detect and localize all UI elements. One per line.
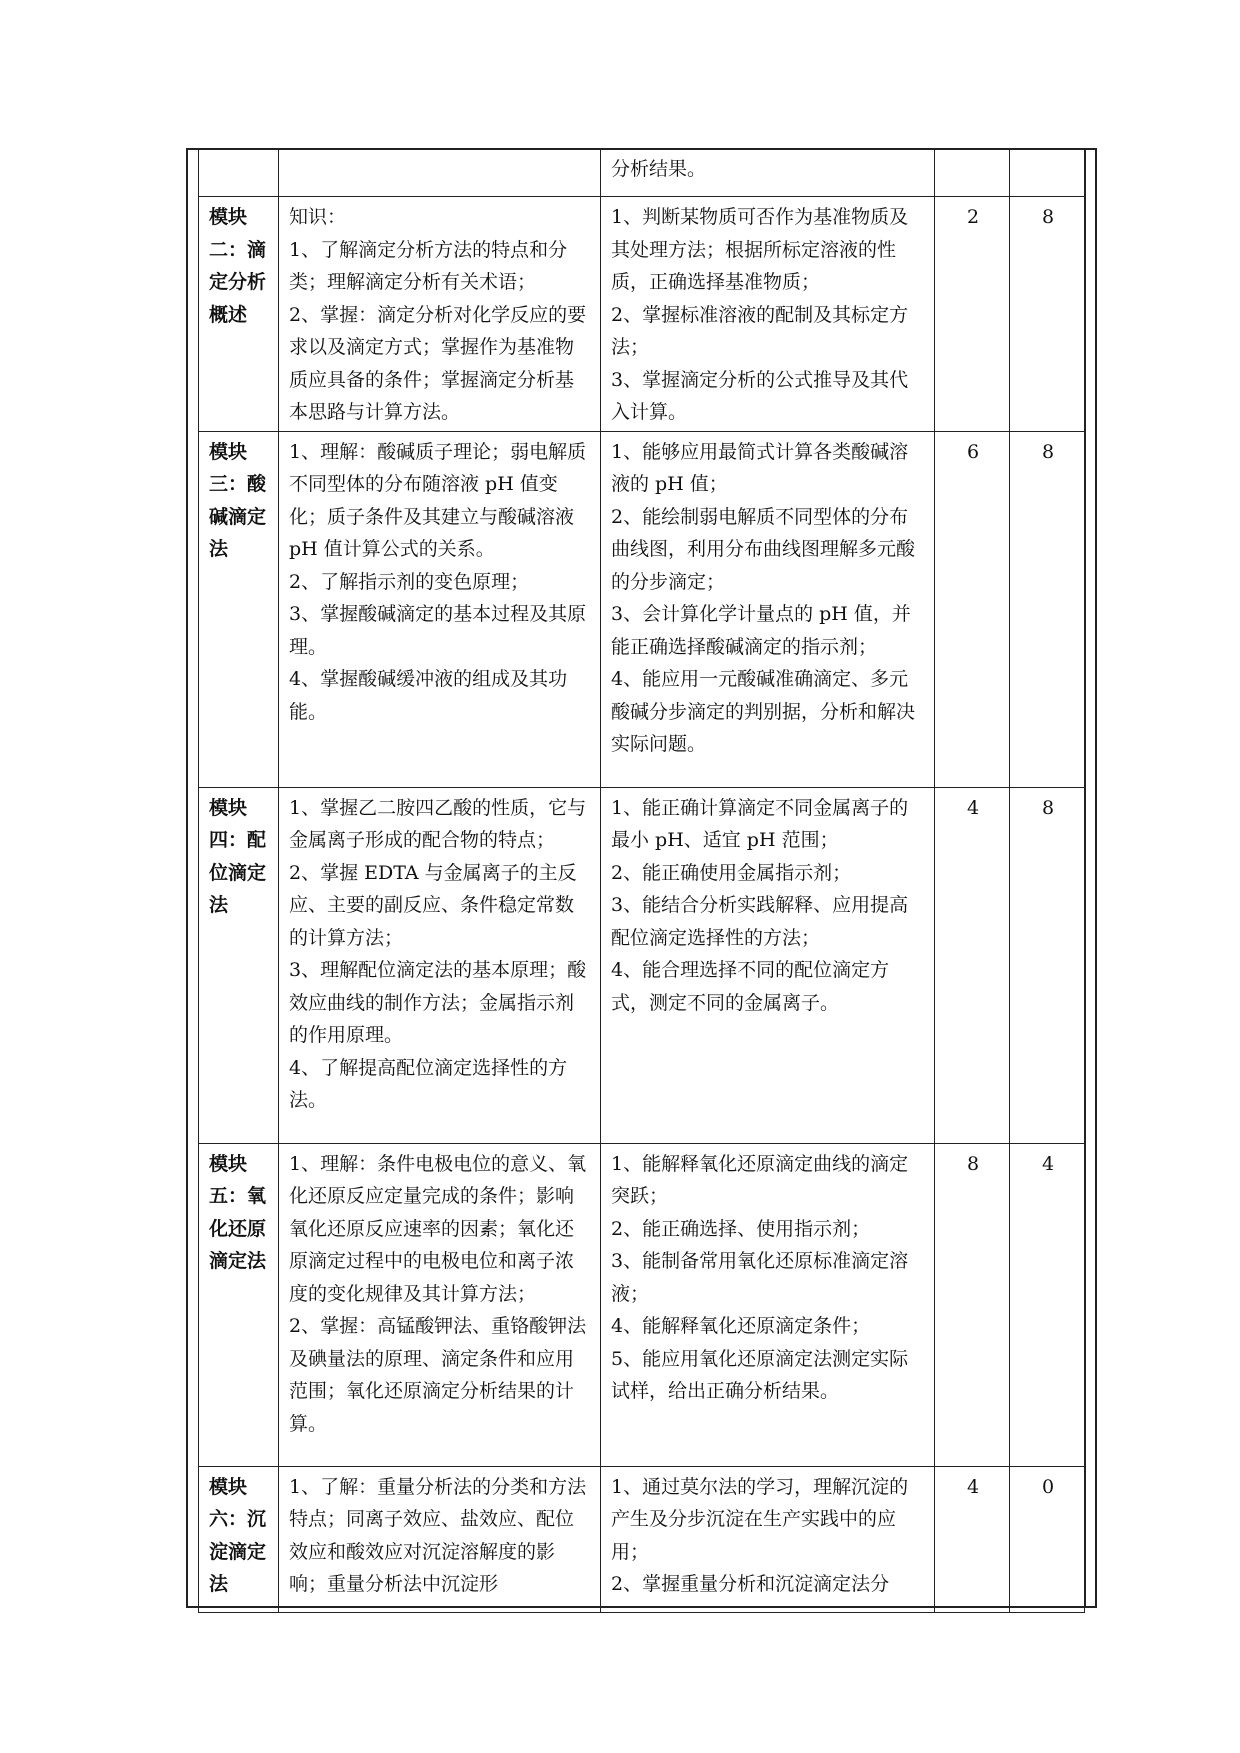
course-module-table: [198, 148, 1085, 1613]
skills-line: 1、能正确计算滴定不同金属离子的最小 pH、适宜 pH 范围；: [611, 796, 909, 851]
knowledge-line: 2、掌握 EDTA 与金属离子的主反应、主要的副反应、条件稳定常数的计算方法；: [289, 861, 577, 949]
skills-cell: [601, 1143, 935, 1466]
skills-line: 1、能解释氧化还原滴定曲线的滴定突跃；: [611, 1152, 909, 1207]
hours-theory-cell: 2: [935, 197, 1010, 432]
skills-line: 分析结果。: [611, 158, 707, 180]
knowledge-cell: [279, 787, 601, 1143]
skills-line: 3、能结合分析实践解释、应用提高配位滴定选择性的方法；: [611, 894, 909, 949]
module-name-cell: 模块六：沉淀滴定法: [199, 1466, 279, 1612]
skills-line: 1、通过莫尔法的学习，理解沉淀的产生及分步沉淀在生产实践中的应用；: [611, 1475, 909, 1563]
hours-theory-cell: 8: [935, 1143, 1010, 1466]
module-name-cell: 模块三：酸碱滴定法: [199, 431, 279, 787]
knowledge-cell: [279, 431, 601, 787]
knowledge-cell: [279, 1466, 601, 1612]
skills-line: 5、能应用氧化还原滴定法测定实际试样，给出正确分析结果。: [611, 1347, 909, 1402]
skills-cell: [601, 197, 935, 432]
skills-line: 3、能制备常用氧化还原标准滴定溶液；: [611, 1250, 909, 1305]
knowledge-line: 2、掌握：高锰酸钾法、重铬酸钾法及碘量法的原理、滴定条件和应用范围；氧化还原滴定分析结果的计算。: [289, 1315, 587, 1435]
hours-practice-cell: 0: [1010, 1466, 1085, 1612]
knowledge-line: 1、掌握乙二胺四乙酸的性质，它与金属离子形成的配合物的特点；: [289, 796, 587, 851]
skills-line: 2、掌握重量分析和沉淀滴定法分: [611, 1573, 890, 1595]
hours-theory-cell: 4: [935, 1466, 1010, 1612]
knowledge-cell: [279, 1143, 601, 1466]
hours-practice-cell: 8: [1010, 431, 1085, 787]
hours-theory-cell: 4: [935, 787, 1010, 1143]
skills-cell: [601, 1466, 935, 1612]
hours-practice-cell: 8: [1010, 197, 1085, 432]
skills-line: 4、能合理选择不同的配位滴定方式，测定不同的金属离子。: [611, 959, 890, 1014]
knowledge-line: 4、掌握酸碱缓冲液的组成及其功能。: [289, 668, 568, 723]
skills-line: 1、判断某物质可否作为基准物质及其处理方法；根据所标定溶液的性质，正确选择基准物质；: [611, 206, 909, 293]
module-name-cell: 模块五：氧化还原滴定法: [199, 1143, 279, 1466]
skills-line: 2、掌握标准溶液的配制及其标定方法；: [611, 303, 909, 358]
module-name-cell: 模块二：滴定分析概述: [199, 197, 279, 432]
skills-line: 3、会计算化学计量点的 pH 值，并能正确选择酸碱滴定的指示剂；: [611, 603, 911, 658]
hours-theory-cell: [935, 149, 1010, 197]
table-row-module-2: [199, 197, 1085, 432]
knowledge-line: 1、了解：重量分析法的分类和方法特点；同离子效应、盐效应、配位效应和酸效应对沉淀溶解度的影响；重量分析法中沉淀形: [289, 1475, 587, 1595]
knowledge-line: 1、了解滴定分析方法的特点和分类；理解滴定分析有关术语；: [289, 238, 568, 293]
table-row-module-5: [199, 1143, 1085, 1466]
skills-cell: [601, 787, 935, 1143]
skills-line: 4、能应用一元酸碱准确滴定、多元酸碱分步滴定的判别据，分析和解决实际问题。: [611, 668, 916, 755]
skills-line: 2、能正确使用金属指示剂；: [611, 861, 852, 884]
table-row-module-4: [199, 787, 1085, 1143]
skills-line: 3、掌握滴定分析的公式推导及其代入计算。: [611, 368, 909, 423]
knowledge-cell: [279, 149, 601, 197]
knowledge-line: 1、理解：酸碱质子理论；弱电解质不同型体的分布随溶液 pH 值变化；质子条件及其建立与酸碱溶液 pH 值计算公式的关系。: [289, 440, 587, 560]
table-row-continuation: [199, 149, 1085, 197]
knowledge-line: 3、理解配位滴定法的基本原理；酸效应曲线的制作方法；金属指示剂的作用原理。: [289, 959, 587, 1046]
skills-line: 2、能绘制弱电解质不同型体的分布曲线图，利用分布曲线图理解多元酸的分步滴定；: [611, 505, 916, 593]
skills-line: 4、能解释氧化还原滴定条件；: [611, 1315, 871, 1337]
hours-practice-cell: 8: [1010, 787, 1085, 1143]
knowledge-line: 1、理解：条件电极电位的意义、氧化还原反应定量完成的条件；影响氧化还原反应速率的因素；氧化还原滴定过程中的电极电位和离子浓度的变化规律及其计算方法；: [289, 1152, 587, 1305]
module-name-cell: [199, 149, 279, 197]
hours-theory-cell: 6: [935, 431, 1010, 787]
skills-line: 1、能够应用最简式计算各类酸碱溶液的 pH 值；: [611, 440, 909, 495]
knowledge-line: 2、了解指示剂的变色原理；: [289, 570, 530, 593]
skills-line: 2、能正确选择、使用指示剂；: [611, 1217, 871, 1240]
hours-practice-cell: 4: [1010, 1143, 1085, 1466]
knowledge-line: 4、了解提高配位滴定选择性的方法。: [289, 1056, 568, 1111]
table-row-module-3: [199, 431, 1085, 787]
knowledge-line: 知识：: [289, 206, 347, 228]
knowledge-line: 3、掌握酸碱滴定的基本过程及其原理。: [289, 603, 587, 658]
module-name-cell: 模块四：配位滴定法: [199, 787, 279, 1143]
table-row-module-6: [199, 1466, 1085, 1612]
skills-cell: [601, 149, 935, 197]
knowledge-line: 2、掌握：滴定分析对化学反应的要求以及滴定方式；掌握作为基准物质应具备的条件；掌握滴定分析基本思路与计算方法。: [289, 303, 587, 423]
knowledge-cell: [279, 197, 601, 432]
skills-cell: [601, 431, 935, 787]
hours-practice-cell: [1010, 149, 1085, 197]
